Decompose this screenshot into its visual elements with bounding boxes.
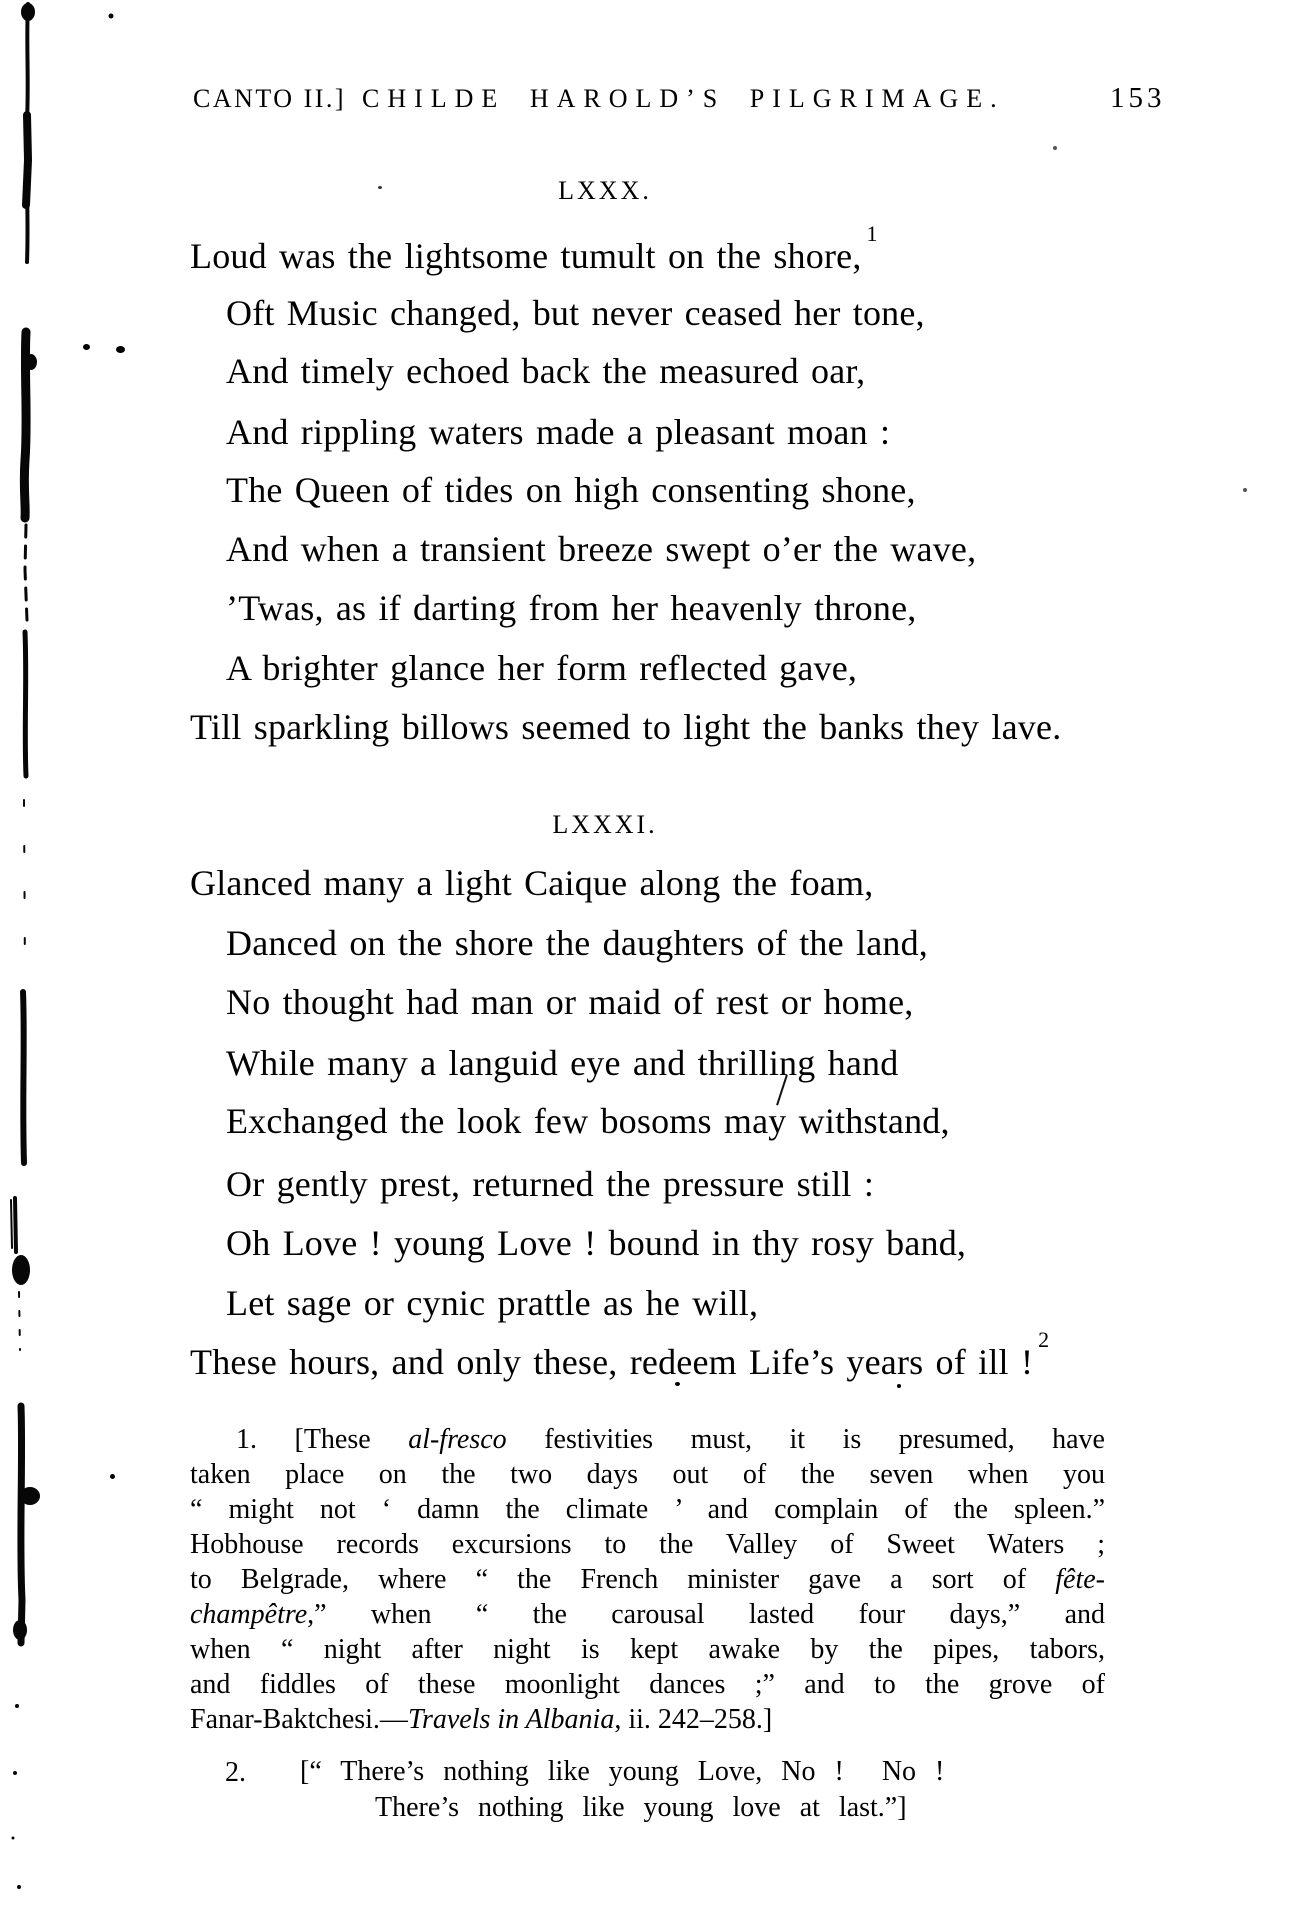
ink-dot: [83, 344, 90, 350]
poem-line-text: Oft Music changed, but never ceased her tone,: [226, 293, 925, 333]
footnote-2-line: [300, 1756, 944, 1788]
poem-line-text: Exchanged the look few bosoms may withstand,: [226, 1101, 950, 1141]
footnote-text-italic: al-fresco: [408, 1424, 507, 1455]
footnote-text: 1. [These: [236, 1424, 409, 1455]
footnote-1-line: [190, 1704, 1105, 1736]
poem-line: [226, 649, 857, 689]
footnote-1-line: [190, 1424, 1105, 1456]
footnote-text: to Belgrade, where “ the French minister gave a sort of: [190, 1564, 1056, 1595]
poem-line-text: Oh Love ! young Love ! bound in thy rosy band,: [226, 1223, 967, 1263]
footnote-2-number: 2.: [225, 1757, 246, 1788]
poem-line: [226, 1224, 966, 1264]
footnote-text: Hobhouse records excursions to the Valley of Sweet Waters ;: [190, 1529, 1105, 1560]
poem-line: [226, 413, 890, 453]
stanza-heading-lxxxi: LXXXI.: [552, 810, 658, 839]
ink-dot: [116, 346, 125, 353]
poem-line-text: These hours, and only these, redeem Life’s years of ill !: [190, 1342, 1034, 1382]
footnote-text-italic: champêtre: [190, 1599, 308, 1630]
poem-line-text: Glanced many a light Caique along the foam,: [190, 863, 874, 903]
footnote-text: festivities must, it is presumed, have: [506, 1424, 1105, 1455]
stanza-heading-lxxx: LXXX.: [558, 176, 652, 205]
footnote-1-line: [190, 1529, 1105, 1561]
ink-dot: [675, 1382, 680, 1386]
poem-line-text: And when a transient breeze swept o’er the wave,: [226, 529, 977, 569]
poem-line-text: Loud was the lightsome tumult on the shore,: [190, 236, 862, 276]
footnote-ref-2: 2: [1038, 1327, 1050, 1352]
header-canto: CANTO II.]: [193, 84, 347, 113]
poem-line: [226, 924, 928, 964]
poem-line: [226, 1165, 874, 1205]
poem-line-text: A brighter glance her form reflected gave,: [226, 648, 858, 688]
poem-line: [190, 864, 873, 904]
ink-dot: [110, 1474, 115, 1479]
footnote-text: [“ There’s nothing like young Love, No ! No !: [300, 1756, 945, 1787]
footnote-text-italic: fête-: [1055, 1564, 1105, 1595]
ink-dot: [1243, 488, 1247, 492]
poem-line-text: ’Twas, as if darting from her heavenly throne,: [226, 588, 917, 628]
footnote-2-line: [375, 1792, 907, 1824]
poem-line: [190, 1327, 1050, 1383]
footnote-text: “ might not ‘ damn the climate ’ and complain of the spleen.”: [190, 1494, 1105, 1525]
footnote-text-italic: Travels in Albania: [407, 1704, 615, 1735]
footnote-1-line: [190, 1494, 1105, 1526]
footnote-text: and fiddles of these moonlight dances ;” and to the grove of: [190, 1669, 1105, 1700]
poem-line-text: No thought had man or maid of rest or home,: [226, 982, 914, 1022]
footnote-text: There’s nothing like young love at last.”]: [375, 1792, 907, 1823]
poem-line: [190, 221, 878, 277]
poem-line: [226, 1044, 898, 1084]
poem-line-text: And rippling waters made a pleasant moan :: [226, 412, 891, 452]
ink-dot: [378, 186, 382, 189]
header-title: CHILDE HAROLD’S PILGRIMAGE.: [362, 84, 1005, 113]
poem-line-text: Let sage or cynic prattle as he will,: [226, 1283, 759, 1323]
footnote-ref-1: 1: [866, 221, 878, 246]
poem-line-text: Till sparkling billows seemed to light the banks they lave.: [190, 707, 1062, 747]
poem-line: [226, 471, 916, 511]
poem-line: [226, 1102, 950, 1142]
footnote-1-line: [190, 1634, 1105, 1666]
poem-line: [226, 1284, 758, 1324]
footnote-text: taken place on the two days out of the seven when you: [190, 1459, 1105, 1490]
footnote-1-line: [190, 1459, 1105, 1491]
ink-dot: [897, 1384, 901, 1388]
poem-line-text: And timely echoed back the measured oar,: [226, 351, 866, 391]
poem-line-text: Danced on the shore the daughters of the land,: [226, 923, 928, 963]
footnote-1-line: [190, 1669, 1105, 1701]
footnote-text: when “ night after night is kept awake by the pipes, tabors,: [190, 1634, 1105, 1665]
poem-line-text: The Queen of tides on high consenting shone,: [226, 470, 916, 510]
poem-line-text: While many a languid eye and thrilling hand: [226, 1043, 899, 1083]
poem-line: [226, 294, 925, 334]
footnote-text: , ii. 242–258.]: [614, 1704, 773, 1735]
poem-line: [226, 530, 976, 570]
footnote-1-line: [190, 1599, 1105, 1631]
poem-line-text: Or gently prest, returned the pressure still :: [226, 1164, 875, 1204]
footnote-text: ,” when “ the carousal lasted four days,” and: [307, 1599, 1105, 1630]
header-page-number: 153: [1110, 82, 1166, 114]
footnote-text: Fanar-Baktchesi.—: [190, 1704, 408, 1735]
poem-line: [226, 589, 916, 629]
ink-dot: [1053, 146, 1057, 150]
poem-line: [226, 983, 913, 1023]
poem-line: [226, 352, 865, 392]
footnote-1-line: [190, 1564, 1105, 1596]
poem-line: [190, 708, 1061, 748]
scan-gutter-artifact: [0, 0, 160, 1906]
